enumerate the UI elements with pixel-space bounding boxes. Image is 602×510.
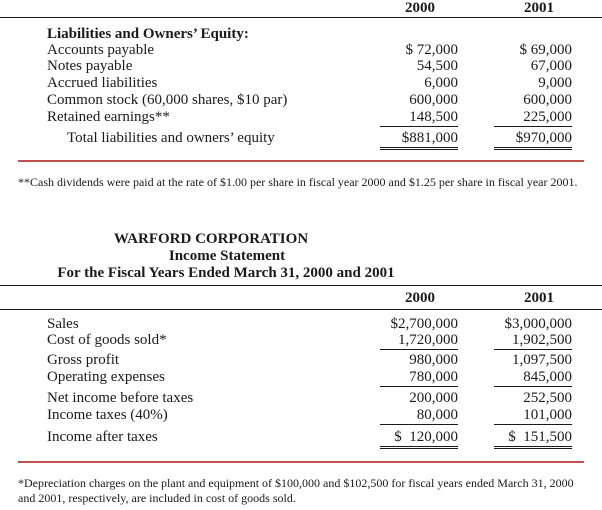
row-label: Income taxes (40%) xyxy=(47,407,168,423)
row-value-2000: 980,000 xyxy=(409,352,458,368)
row-value-2001: 845,000 xyxy=(494,370,572,387)
total-value-2000: $881,000 xyxy=(380,131,458,150)
statement-title: Income Statement xyxy=(168,248,286,264)
row-label: Common stock (60,000 shares, $10 par) xyxy=(47,92,288,108)
row-value-2001: $ 69,000 xyxy=(519,42,572,58)
row-value-2000: 600,000 xyxy=(409,92,458,108)
row-value-2001: 101,000 xyxy=(494,408,572,425)
depreciation-footnote: *Depreciation charges on the plant and equipment of $100,000 and $102,500 for fiscal years ended March 31, 2000 and 2001, respectively, are included in cost of goods sold. xyxy=(18,476,574,505)
row-value-2000: 780,000 xyxy=(380,370,458,387)
section-title: Liabilities and Owners’ Equity: xyxy=(47,26,249,42)
year-header-2001: 2001 xyxy=(524,0,554,16)
row-label: Sales xyxy=(47,316,79,332)
top-rule xyxy=(0,17,602,18)
row-value-2001: 1,902,500 xyxy=(494,333,572,350)
row-value-2000: $ 120,000 xyxy=(380,430,458,449)
row-label: Retained earnings** xyxy=(47,109,170,125)
row-value-2001: $3,000,000 xyxy=(504,316,572,332)
row-label: Net income before taxes xyxy=(47,390,194,406)
row-label: Cost of goods sold* xyxy=(47,332,167,348)
total-label: Total liabilities and owners’ equity xyxy=(67,130,275,146)
row-value-2001: 600,000 xyxy=(523,92,572,108)
row-value-2000: 54,500 xyxy=(416,58,458,74)
row-value-2001: 9,000 xyxy=(538,75,572,91)
divider-rule xyxy=(18,160,584,162)
row-value-2001: 67,000 xyxy=(530,58,572,74)
header-rule-bottom xyxy=(0,309,602,310)
statement-period: For the Fiscal Years Ended March 31, 2000 and 2001 xyxy=(57,265,395,281)
row-label: Operating expenses xyxy=(47,369,165,385)
row-label: Accrued liabilities xyxy=(47,75,158,91)
year-header-2000: 2000 xyxy=(405,290,435,306)
row-value-2000: 200,000 xyxy=(409,390,458,406)
row-value-2000: 1,720,000 xyxy=(380,333,458,350)
year-header-2000: 2000 xyxy=(405,0,435,16)
row-value-2000: $2,700,000 xyxy=(390,316,458,332)
row-label: Gross profit xyxy=(47,352,120,368)
row-value-2000: 80,000 xyxy=(380,408,458,425)
row-value-2000: $ 72,000 xyxy=(405,42,458,58)
header-rule-top xyxy=(0,285,602,286)
row-value-2001: 225,000 xyxy=(494,110,572,127)
year-header-2001: 2001 xyxy=(524,290,554,306)
total-value-2001: $970,000 xyxy=(494,131,572,150)
row-label: Income after taxes xyxy=(47,429,158,445)
row-value-2001: 1,097,500 xyxy=(512,352,572,368)
row-value-2000: 148,500 xyxy=(380,110,458,127)
row-value-2000: 6,000 xyxy=(424,75,458,91)
dividend-footnote: **Cash dividends were paid at the rate of $1.00 per share in fiscal year 2000 and $1.25 per share in fiscal year 2001. xyxy=(18,175,578,189)
row-label: Notes payable xyxy=(47,58,133,74)
row-value-2001: $ 151,500 xyxy=(494,430,572,449)
row-label: Accounts payable xyxy=(47,42,155,58)
company-title: WARFORD CORPORATION xyxy=(113,231,309,247)
row-value-2001: 252,500 xyxy=(523,390,572,406)
divider-rule xyxy=(18,461,584,463)
